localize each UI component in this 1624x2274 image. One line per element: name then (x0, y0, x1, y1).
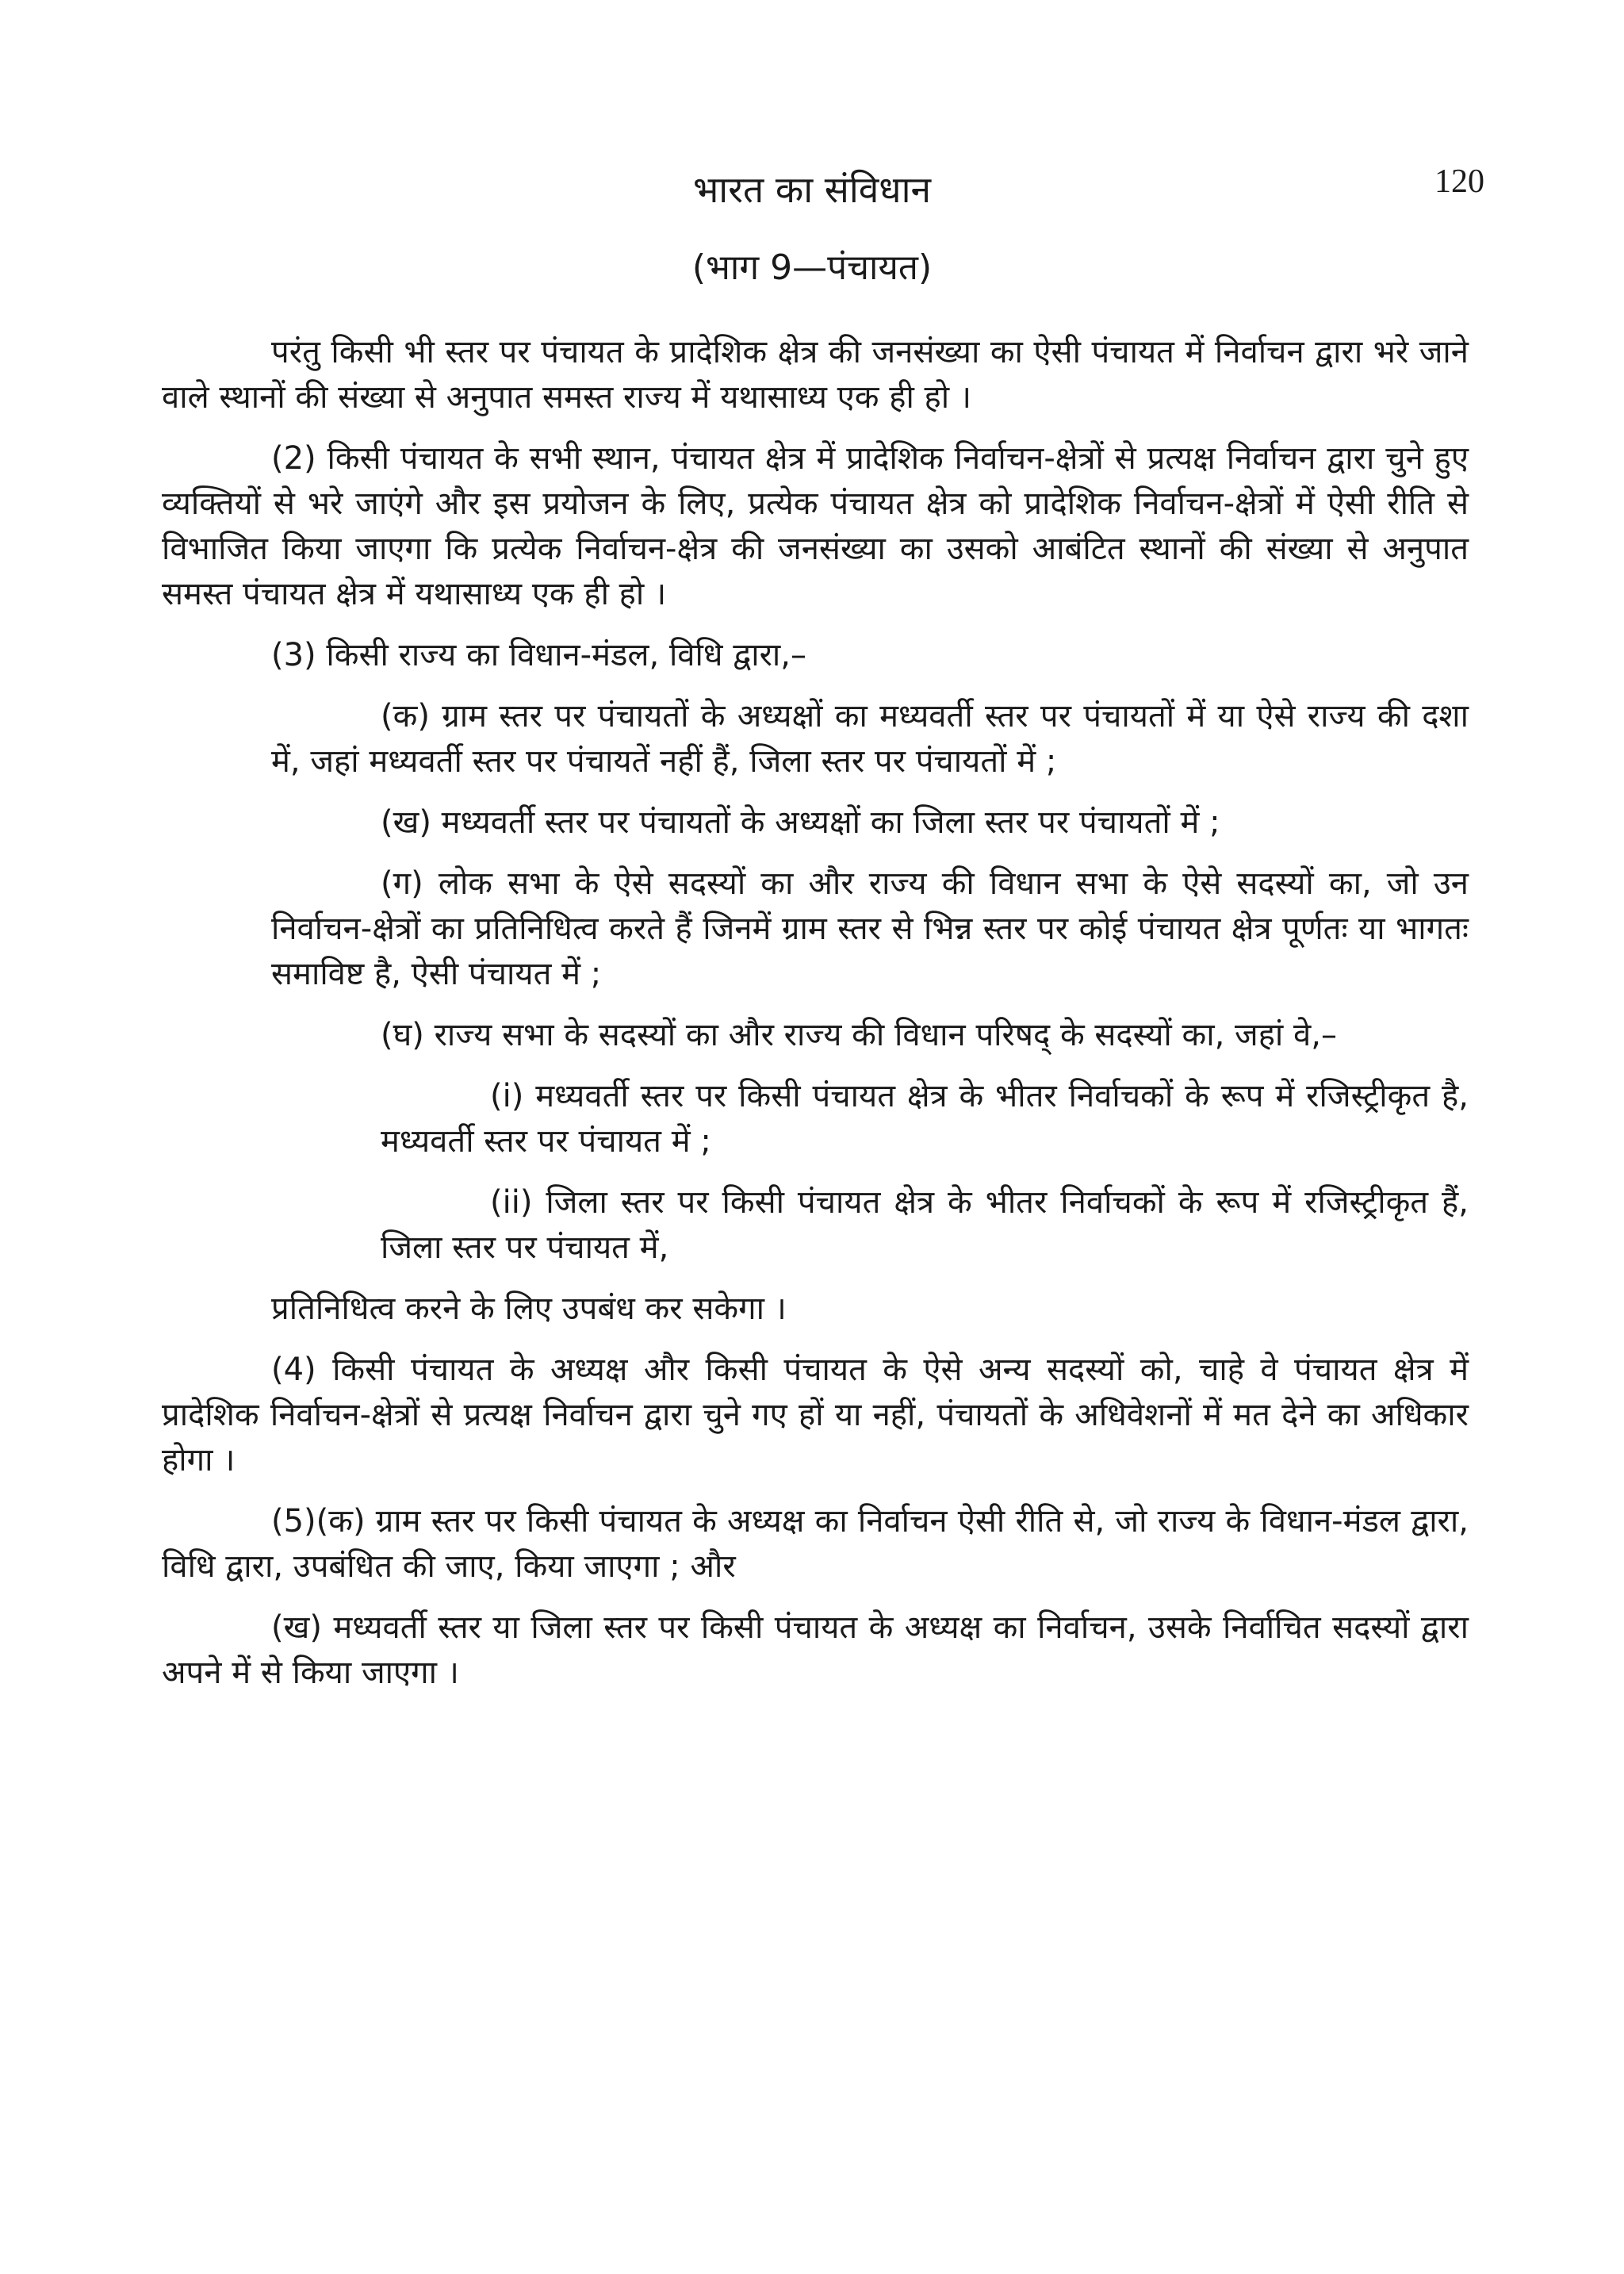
body-text (162, 330, 1469, 1712)
paragraph-proviso: परंतु किसी भी स्तर पर पंचायत के प्रादेशिक क्षेत्र की जनसंख्या का ऐसी पंचायत में निर्वाचन द्वारा भरे जाने वाले स्थानों की संख्या से अनुपात समस्त राज्य में यथासाध्य एक ही हो । (162, 334, 1469, 416)
paragraph-clause-2: (2) किसी पंचायत के सभी स्थान, पंचायत क्षेत्र में प्रादेशिक निर्वाचन-क्षेत्रों से प्रत्यक्ष निर्वाचन द्वारा चुने हुए व्यक्तियों से भरे जाएंगे और इस प्रयोजन के लिए, प्रत्येक पंचायत क्षेत्र को प्रादेशिक निर्वाचन-क्षेत्रों में ऐसी रीति से विभाजित किया जाएगा कि प्रत्येक निर्वाचन-क्षेत्र की जनसंख्या का उसको आबंटित स्थानों की संख्या से अनुपात समस्त पंचायत क्षेत्र में यथासाध्य एक ही हो । (162, 440, 1469, 612)
paragraph-clause-3-ka: (क) ग्राम स्तर पर पंचायतों के अध्यक्षों का मध्यवर्ती स्तर पर पंचायतों में या ऐसे राज्य की दशा में, जहां मध्यवर्ती स्तर पर पंचायतें नहीं हैं, जिला स्तर पर पंचायतों में ; (271, 698, 1469, 780)
paragraph-clause-3-kha: (ख) मध्यवर्ती स्तर पर पंचायतों के अध्यक्षों का जिला स्तर पर पंचायतों में ; (381, 804, 1220, 841)
paragraph-clause-3: (3) किसी राज्य का विधान-मंडल, विधि द्वारा,– (271, 637, 807, 673)
paragraph-clause-3-gha-i: (i) मध्यवर्ती स्तर पर किसी पंचायत क्षेत्र के भीतर निर्वाचकों के रूप में रजिस्ट्रीकृत है, मध्यवर्ती स्तर पर पंचायत में ; (381, 1078, 1469, 1160)
paragraph-clause-3-gha-ii: (ii) जिला स्तर पर किसी पंचायत क्षेत्र के भीतर निर्वाचकों के रूप में रजिस्ट्रीकृत हैं, जिला स्तर पर पंचायत में, (381, 1184, 1469, 1266)
document-title: भारत का संविधान (692, 168, 932, 211)
paragraph-clause-3-tail: प्रतिनिधित्व करने के लिए उपबंध कर सकेगा । (271, 1290, 787, 1327)
page-number: 120 (1434, 163, 1484, 200)
paragraph-clause-3-gha: (घ) राज्य सभा के सदस्यों का और राज्य की विधान परिषद् के सदस्यों का, जहां वे,– (381, 1017, 1337, 1053)
paragraph-clause-4: (4) किसी पंचायत के अध्यक्ष और किसी पंचायत के ऐसे अन्य सदस्यों को, चाहे वे पंचायत क्षेत्र में प्रादेशिक निर्वाचन-क्षेत्रों से प्रत्यक्ष निर्वाचन द्वारा चुने गए हों या नहीं, पंचायतों के अधिवेशनों में मत देने का अधिकार होगा । (162, 1352, 1469, 1478)
paragraph-clause-3-ga: (ग) लोक सभा के ऐसे सदस्यों का और राज्य की विधान सभा के ऐसे सदस्यों का, जो उन निर्वाचन-क्षेत्रों का प्रतिनिधित्व करते हैं जिनमें ग्राम स्तर से भिन्न स्तर पर कोई पंचायत क्षेत्र पूर्णतः या भागतः समाविष्ट है, ऐसी पंचायत में ; (271, 865, 1469, 992)
document-subtitle: (भाग 9—पंचायत) (691, 247, 933, 288)
paragraph-clause-5-kha: (ख) मध्यवर्ती स्तर या जिला स्तर पर किसी पंचायत के अध्यक्ष का निर्वाचन, उसके निर्वाचित सदस्यों द्वारा अपने में से किया जाएगा । (162, 1609, 1469, 1691)
paragraph-clause-5-ka: (5)(क) ग्राम स्तर पर किसी पंचायत के अध्यक्ष का निर्वाचन ऐसी रीति से, जो राज्य के विधान-मंडल द्वारा, विधि द्वारा, उपबंधित की जाए, किया जाएगा ; और (162, 1503, 1469, 1585)
